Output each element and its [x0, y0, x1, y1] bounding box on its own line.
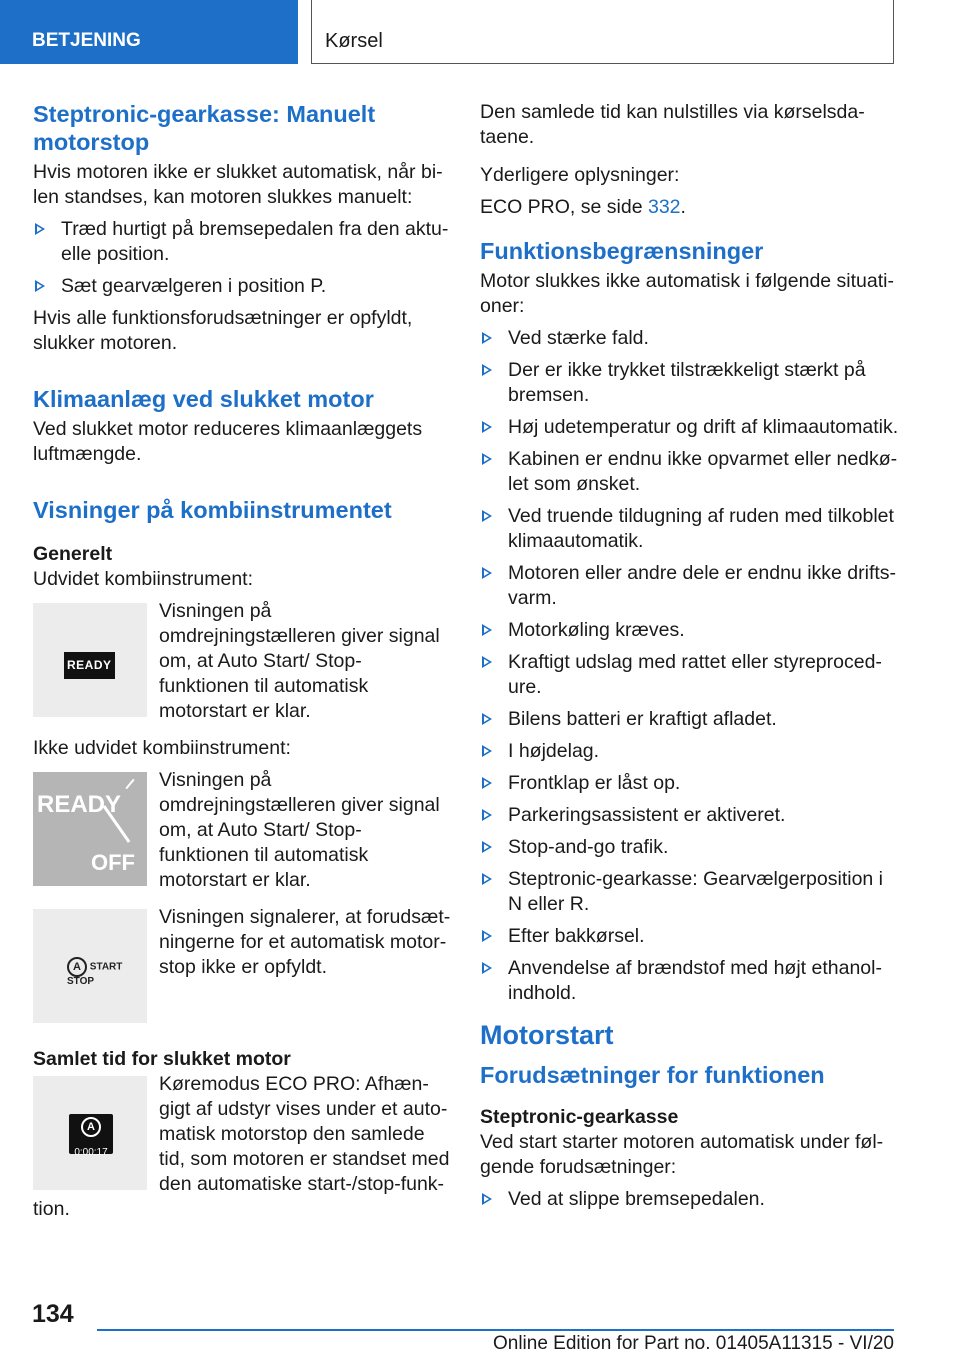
heading-general: Generelt: [33, 543, 113, 565]
list-item: [480, 867, 900, 917]
list-item-text: Sæt gearvælgeren i position P.: [61, 275, 327, 297]
figure-start-stop-unavailable: [33, 905, 451, 1021]
list-item-text: Frontklap er låst op.: [508, 772, 681, 794]
paragraph-extended-cluster: Udvidet kombiinstrument:: [33, 568, 254, 590]
paragraph-more-info: Yderligere oplysninger:: [480, 164, 680, 186]
triangle-bullet-icon: [482, 777, 492, 789]
list-item: [480, 739, 900, 764]
paragraph-manual-stop-2: Hvis alle funktionsforudsætninger er opfyldt, slukker motoren.: [33, 307, 413, 354]
start-stop-image: [33, 909, 147, 1023]
figure-caption: Visningen på omdrejningstælleren giver signal om, at Auto Start/ Stop-funktionen til automatisk motorstart er klar.: [159, 600, 440, 722]
footer-divider: [97, 1329, 894, 1331]
ready-label: READY: [64, 652, 115, 679]
right-column: [480, 100, 900, 1219]
list-item-text: Høj udetemperatur og drift af klimaautomatik.: [508, 416, 899, 438]
heading-steptronic: Steptronic-gearkasse: [480, 1106, 679, 1128]
paragraph-limitations: Motor slukkes ikke automatisk i følgende situati-oner:: [480, 270, 894, 317]
triangle-bullet-icon: [482, 930, 492, 942]
heading-engine-start: Motorstart: [480, 1020, 614, 1050]
ready-display-image: [33, 603, 147, 717]
triangle-bullet-icon: [482, 745, 492, 757]
triangle-bullet-icon: [482, 962, 492, 974]
triangle-bullet-icon: [482, 873, 492, 885]
heading-manual-stop: Steptronic-gearkasse: Manuelt motorstop: [33, 101, 376, 155]
figure-caption: Køremodus ECO PRO: Afhæn-gigt af udstyr vises under et auto-matisk motorstop den samlede tid, som motoren er standset med den automatiske start-/stop-funk-: [159, 1073, 450, 1195]
list-item-text: Motoren eller andre dele er endnu ikke drifts-varm.: [508, 562, 897, 609]
list-item-text: Træd hurtigt på bremsepedalen fra den aktu-elle position.: [61, 218, 449, 265]
triangle-bullet-icon: [482, 1193, 492, 1205]
triangle-bullet-icon: [482, 656, 492, 668]
list-item: [480, 803, 900, 828]
list-start-conditions: [480, 1187, 900, 1212]
triangle-bullet-icon: [482, 624, 492, 636]
figure-ready-extended: [33, 599, 451, 724]
start-stop-label: START STOP: [67, 961, 123, 987]
list-item-text: Parkeringsassistent er aktiveret.: [508, 804, 786, 826]
list-item: [480, 358, 900, 408]
paragraph-reset: Den samlede tid kan nulstilles via kørselsda-taene.: [480, 101, 865, 148]
triangle-bullet-icon: [482, 510, 492, 522]
list-item: [33, 217, 451, 267]
heading-prerequisites: Forudsætninger for funktionen: [480, 1062, 825, 1088]
list-item: [480, 447, 900, 497]
paragraph-start: Ved start starter motoren automatisk under føl-gende forudsætninger:: [480, 1131, 884, 1178]
list-item-text: Steptronic-gearkasse: Gearvælgerposition i N eller R.: [508, 868, 884, 915]
list-item-text: Anvendelse af brændstof med højt ethanol-indhold.: [508, 957, 882, 1004]
triangle-bullet-icon: [482, 453, 492, 465]
footer-edition: Online Edition for Part no. 01405A11315 - VI/20: [492, 1333, 894, 1354]
triangle-bullet-icon: [482, 421, 492, 433]
list-manual-stop: [33, 217, 451, 299]
eco-pro-suffix: .: [680, 196, 686, 218]
list-limitations: [480, 326, 900, 1006]
section-title: BETJENING: [32, 30, 141, 51]
figure-ready-standard: [33, 768, 451, 893]
page-number: 134: [32, 1300, 74, 1328]
list-item: [480, 771, 900, 796]
list-item-text: Bilens batteri er kraftigt afladet.: [508, 708, 777, 730]
list-item: [480, 618, 900, 643]
paragraph-eco-pro: [480, 195, 900, 220]
list-item-text: Ved stærke fald.: [508, 327, 649, 349]
list-item-text: Efter bakkørsel.: [508, 925, 645, 947]
heading-total-time: Samlet tid for slukket motor: [33, 1048, 291, 1070]
page-reference-link[interactable]: 332: [647, 196, 681, 218]
triangle-bullet-icon: [482, 567, 492, 579]
tick-icon: [125, 779, 134, 789]
list-item: [480, 326, 900, 351]
list-item-text: Kabinen er endnu ikke opvarmet eller nedkø-let som ønsket.: [508, 448, 898, 495]
triangle-bullet-icon: [482, 713, 492, 725]
triangle-bullet-icon: [35, 280, 45, 292]
auto-start-stop-icon: A: [67, 957, 87, 977]
left-column: [33, 100, 451, 1229]
auto-start-stop-icon: A: [81, 1117, 101, 1137]
eco-pro-text: ECO PRO, se side: [480, 196, 643, 218]
list-item: [480, 415, 900, 440]
timer-value: 0:00:17: [74, 1147, 108, 1158]
tachometer-ready-image: [33, 772, 147, 886]
list-item: [480, 561, 900, 611]
list-item-text: Stop-and-go trafik.: [508, 836, 669, 858]
chapter-title: Kørsel: [325, 30, 383, 52]
figure-caption: Visningen signalerer, at forudsæt-ningerne for et automatisk motor-stop ikke er opfyldt.: [159, 906, 451, 978]
figure-caption-tail: tion.: [33, 1198, 70, 1220]
ready-text: READY: [37, 791, 122, 818]
figure-total-time: [33, 1072, 451, 1197]
off-text: OFF: [91, 850, 135, 875]
triangle-bullet-icon: [482, 841, 492, 853]
triangle-bullet-icon: [482, 364, 492, 376]
list-item-text: Motorkøling kræves.: [508, 619, 685, 641]
list-item-text: Ved at slippe bremsepedalen.: [508, 1188, 765, 1210]
list-item: [480, 504, 900, 554]
triangle-bullet-icon: [482, 809, 492, 821]
list-item: [480, 924, 900, 949]
total-time-image: [33, 1076, 147, 1190]
list-item: [480, 956, 900, 1006]
paragraph-manual-stop: Hvis motoren ikke er slukket automatisk, når bi-len standses, kan motoren slukkes manuelt:: [33, 161, 443, 208]
chapter-header: [311, 0, 894, 64]
list-item: [480, 835, 900, 860]
section-tab: [0, 0, 298, 64]
heading-climate: Klimaanlæg ved slukket motor: [33, 386, 374, 412]
paragraph-non-extended-cluster: Ikke udvidet kombiinstrument:: [33, 737, 291, 759]
figure-caption: Visningen på omdrejningstælleren giver signal om, at Auto Start/ Stop-funktionen til automatisk motorstart er klar.: [159, 769, 440, 891]
paragraph-climate: Ved slukket motor reduceres klimaanlæggets luftmængde.: [33, 418, 423, 465]
list-item: [480, 707, 900, 732]
list-item: [33, 274, 451, 299]
list-item: [480, 650, 900, 700]
list-item-text: Der er ikke trykket tilstrækkeligt stærkt på bremsen.: [508, 359, 866, 406]
heading-limitations: Funktionsbegrænsninger: [480, 238, 764, 264]
triangle-bullet-icon: [482, 332, 492, 344]
timer-display: [69, 1114, 113, 1158]
list-item-text: I højdelag.: [508, 740, 600, 762]
list-item: [480, 1187, 900, 1212]
start-stop-symbol: [67, 957, 147, 987]
triangle-bullet-icon: [35, 223, 45, 235]
list-item-text: Kraftigt udslag med rattet eller styreproced-ure.: [508, 651, 882, 698]
heading-displays: Visninger på kombiinstrumentet: [33, 497, 392, 523]
list-item-text: Ved truende tildugning af ruden med tilkoblet klimaautomatik.: [508, 505, 894, 552]
